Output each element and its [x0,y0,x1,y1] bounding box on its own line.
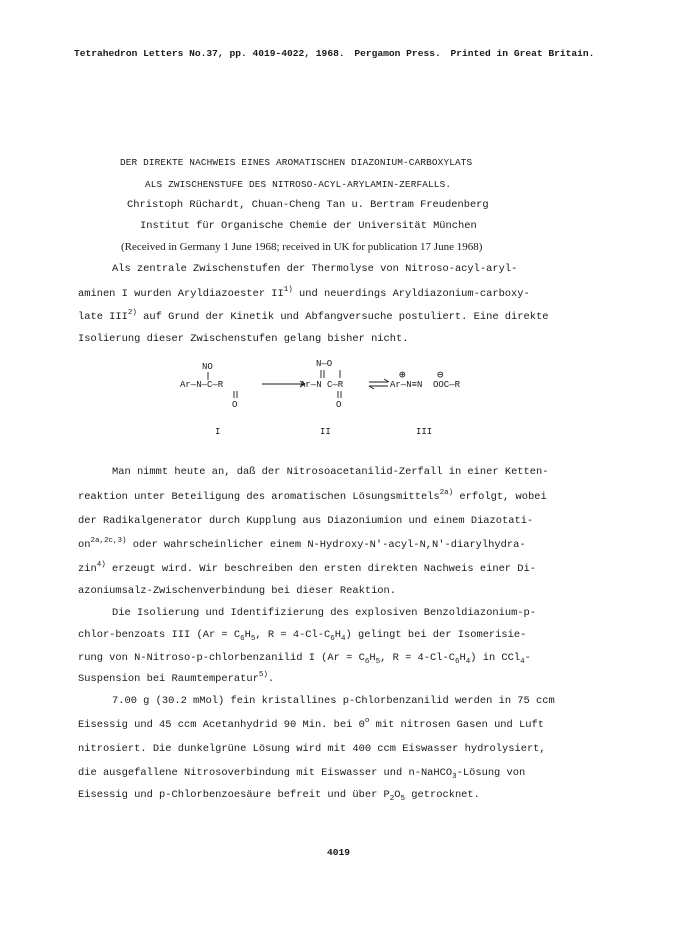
para2-line-1: Man nimmt heute an, daß der Nitrosoacetanilid-Zerfall in einer Ketten- [112,466,549,478]
compound-label-ii: II [320,427,331,437]
compound-label-i: I [215,427,221,437]
para3-line-4: Suspension bei Raumtemperatur$^{5)}$. [78,671,275,685]
para1-line-1: Als zentrale Zwischenstufen der Thermolyse von Nitroso-acyl-aryl- [112,263,518,275]
carbonyl-oxygen-1: O [232,400,238,410]
para1-line-4: Isolierung dieser Zwischenstufen gelang bisher nicht. [78,333,409,345]
printed-note: Printed in Great Britain. [450,48,595,59]
positive-charge-icon: ⊕ [399,370,406,382]
compound-1-backbone: Ar—N—C—R [180,380,224,390]
page-number: 4019 [327,847,351,858]
para1-line-3: late III$^{2)}$ auf Grund der Kinetik und Abfangversuche postuliert. Eine direkte [78,309,549,323]
para4-line-3: nitrosiert. Die dunkelgrüne Lösung wird mit 400 ccm Eiswasser hydrolysiert, [78,743,546,755]
institute: Institut für Organische Chemie der Universität München [140,220,477,232]
para4-line-1: 7.00 g (30.2 mMol) fein kristallines p-Chlorbenzanilid werden in 75 ccm [112,695,555,707]
received-dates: (Received in Germany 1 June 1968; received in UK for publication 17 June 1968) [121,241,483,253]
para2-line-3: der Radikalgenerator durch Kupplung aus Diazoniumion und einem Diazotati- [78,515,534,527]
article-title-line-2: ALS ZWISCHENSTUFE DES NITROSO-ACYL-ARYLAMIN-ZERFALLS. [145,179,452,190]
journal-citation: Tetrahedron Letters No.37, pp. 4019-4022, 1968. [74,48,345,59]
authors: Christoph Rüchardt, Chuan-Cheng Tan u. Bertram Freudenberg [127,199,489,211]
para1-line-2: aminen I wurden Aryldiazoester II$^{1)}$ und neuerdings Aryldiazonium-carboxy- [78,286,530,300]
para4-line-5: Eisessig und p-Chlorbenzoesäure befreit und über $P_2O_5$ getrocknet. [78,789,480,803]
equilibrium-arrow-back-head [369,386,374,389]
reaction-scheme [150,358,530,438]
para2-line-6: azoniumsalz-Zwischenverbindung bei dieser Reaktion. [78,585,397,597]
carboxylate-anion: OOC—R [433,380,461,390]
article-title-line-1: DER DIREKTE NACHWEIS EINES AROMATISCHEN DIAZONIUM-CARBOXYLATS [120,157,473,168]
para4-line-4: die ausgefallene Nitrosoverbindung mit Eiswasser und n-NaHCO$_3$-Lösung von [78,767,526,781]
running-header [74,47,594,60]
equilibrium-arrow-forward-head [384,379,389,382]
nitroso-group-label-2: N—O [316,359,333,369]
compound-2-backbone: Ar—N C—R [300,380,344,390]
para2-line-4: $on^{2a,2c,3)}$ oder wahrscheinlicher einem N-Hydroxy-N'-acyl-N,N'-diarylhydra- [78,537,526,551]
compound-label-iii: III [416,427,433,437]
para3-line-3: rung von N-Nitroso-p-chlorbenzanilid I ($Ar = C_6H_5$, $R = 4-Cl-C_6H_4$) in CCl$_4$- [78,652,531,666]
negative-charge-icon: ⊖ [437,370,444,382]
para2-line-5: zin$^{4)}$ erzeugt wird. Wir beschreiben den ersten direkten Nachweis einer Di- [78,561,536,575]
para2-line-2: reaktion unter Beteiligung des aromatischen Lösungsmittels$^{2a)}$ erfolgt, wobei [78,489,547,503]
nitroso-group-label-1: NO [202,362,213,372]
para4-line-2: Eisessig und 45 ccm Acetanhydrid 90 Min. bei 0$^o$ mit nitrosen Gasen und Luft [78,717,544,731]
carbonyl-oxygen-2: O [336,400,342,410]
para3-line-2: chlor-benzoats III ($Ar = C_6H_5$, $R = 4-Cl-C_6H_4$) gelingt bei der Isomerisie- [78,629,527,643]
para3-line-1: Die Isolierung und Identifizierung des explosiven Benzoldiazonium-p- [112,607,537,619]
publisher-name: Pergamon Press. [354,48,441,59]
diazonium-cation: Ar—N≡N [390,380,423,390]
